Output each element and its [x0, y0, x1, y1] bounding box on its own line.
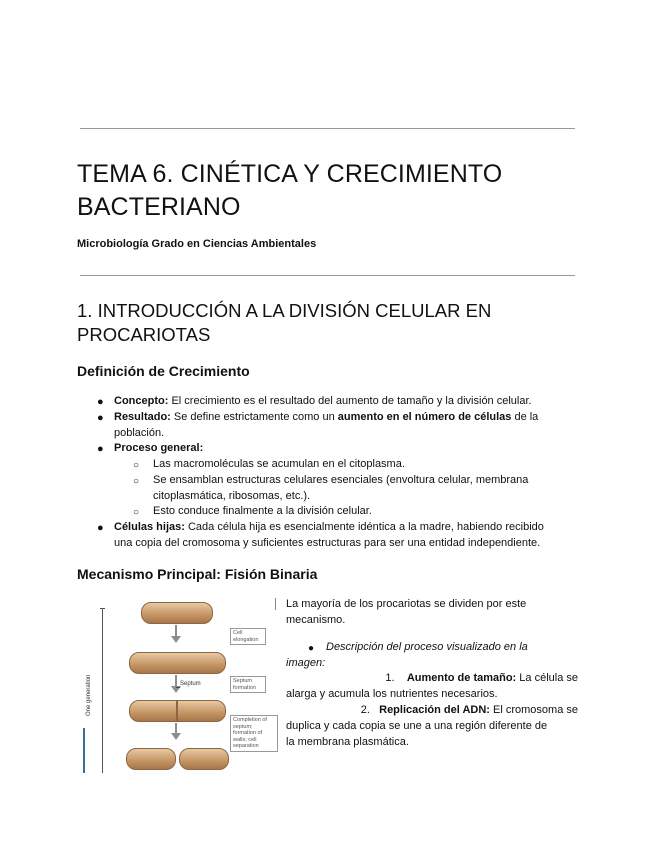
heading-line-2: PROCARIOTAS: [77, 324, 211, 345]
binary-fission-figure: [84, 598, 284, 774]
axis-label: One generation: [86, 674, 92, 716]
title-line-1: TEMA 6. CINÉTICA Y CRECIMIENTO: [77, 160, 503, 188]
resultado-continuation: población.: [114, 427, 165, 439]
section-divider: [80, 275, 575, 276]
daughter-cell-right: [179, 748, 229, 770]
desc-line-2: [286, 656, 325, 671]
label-septum-formation: Septum formation: [230, 676, 266, 693]
septum-line: [176, 700, 178, 722]
section-heading: [77, 299, 577, 347]
sub-item-1: Las macromoléculas se acumulan en el citoplasma.: [153, 458, 405, 470]
septum-pointer: [176, 687, 180, 688]
resultado-text: Se define estrictamente como un: [170, 411, 338, 423]
sub-item-2: Se ensamblan estructuras celulares esenciales (envoltura celular, membrana: [153, 474, 529, 486]
desc-line-1: [326, 640, 528, 655]
circle-bullet: ○: [133, 507, 140, 518]
hijas-text: Cada célula hija es esencialmente idéntica a la madre, habiendo recibido: [184, 521, 544, 533]
circle-bullet: ○: [133, 460, 140, 471]
resultado-bold: aumento en el número de células: [337, 411, 512, 423]
arrow-down-icon: [171, 636, 181, 643]
step-1-label: Aumento de tamaño:: [406, 672, 517, 684]
sub-item-3: Esto conduce finalmente a la división celular.: [153, 505, 372, 517]
concepto-label: Concepto:: [114, 395, 169, 407]
bullet-dot: ●: [97, 412, 104, 424]
step-2: [286, 703, 578, 718]
label-cell-elongation: Cell elongation: [230, 628, 266, 645]
intro-line-2: mecanismo.: [286, 614, 346, 626]
list-item-proceso: [114, 441, 203, 456]
step-2-label: Replicación del ADN:: [379, 704, 490, 716]
bullet-dot: ●: [97, 522, 104, 534]
bullet-dot: ●: [308, 643, 315, 654]
top-divider: [80, 128, 575, 129]
resultado-label: Resultado:: [114, 411, 171, 423]
daughter-cell-left: [126, 748, 176, 770]
step-1-number: 1.: [385, 672, 395, 684]
cell-stage-1: [141, 602, 213, 624]
step-2-text: El cromosoma se: [489, 704, 578, 716]
arrow-down-icon: [171, 733, 181, 740]
list-item-hijas: [114, 520, 544, 535]
septum-label: Septum: [180, 681, 201, 687]
circle-bullet: ○: [133, 476, 140, 487]
step-1-continuation: alarga y acumula los nutrientes necesarios.: [286, 688, 498, 700]
resultado-text-end: de la: [511, 411, 539, 423]
page-margin-marker: [83, 728, 85, 773]
desc-text-1: Descripción del proceso visualizado en la: [326, 641, 528, 653]
intro-line-1: La mayoría de los procariotas se dividen por este: [286, 598, 527, 610]
title-line-2: BACTERIANO: [77, 193, 241, 221]
step-2-continuation-2: la membrana plasmática.: [286, 736, 409, 748]
list-item-resultado: [114, 410, 538, 425]
sub-item-2-continuation: citoplasmática, ribosomas, etc.).: [153, 490, 311, 502]
axis-tick: [100, 608, 105, 609]
document-subtitle: Microbiología Grado en Ciencias Ambientales: [77, 238, 317, 250]
label-completion: Completion of septum; formation of walls; cell separation: [230, 715, 278, 752]
bullet-dot: ●: [97, 443, 104, 455]
step-1: [286, 671, 578, 686]
generation-axis-line: [102, 608, 103, 773]
subheading-fision-binaria: Mecanismo Principal: Fisión Binaria: [77, 566, 318, 582]
step-1-text: La célula se: [516, 672, 578, 684]
hijas-continuation: una copia del cromosoma y suficientes estructuras para ser una entidad independiente.: [114, 537, 541, 549]
hijas-label: Células hijas:: [114, 521, 185, 533]
document-title: [77, 158, 597, 224]
proceso-label: Proceso general:: [114, 442, 204, 454]
bullet-dot: ●: [97, 396, 104, 408]
list-item-concepto: [114, 394, 532, 409]
heading-line-1: 1. INTRODUCCIÓN A LA DIVISIÓN CELULAR EN: [77, 300, 492, 321]
step-2-continuation-1: duplica y cada copia se une a una región diferente de: [286, 720, 548, 732]
desc-text-2: imagen:: [286, 657, 326, 669]
cell-stage-2: [129, 652, 226, 674]
step-2-number: 2.: [360, 704, 370, 716]
subheading-definicion: Definición de Crecimiento: [77, 363, 250, 379]
concepto-text: El crecimiento es el resultado del aumento de tamaño y la división celular.: [168, 395, 532, 407]
text-cursor-marker: [275, 598, 276, 610]
